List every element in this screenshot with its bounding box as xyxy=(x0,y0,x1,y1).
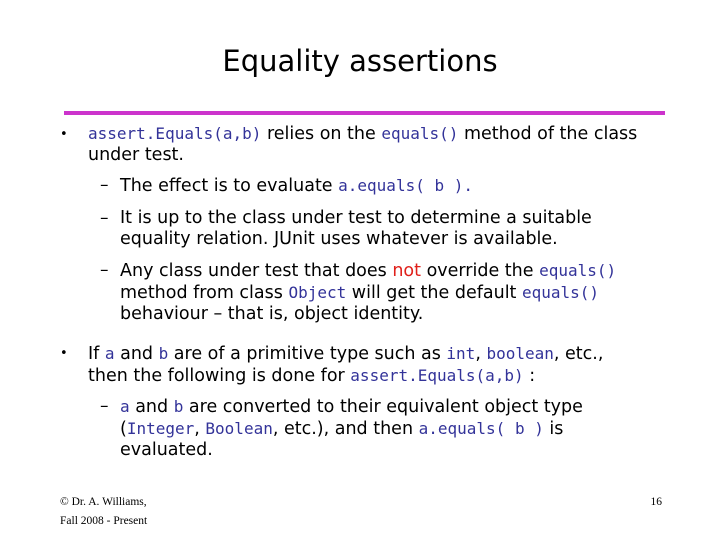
text-span: are converted to their equivalent object type ( xyxy=(120,397,583,439)
text-span: If xyxy=(88,344,105,364)
text-span: behaviour – that is, object identity. xyxy=(120,304,424,324)
text-span: Any class under test that does xyxy=(120,261,393,281)
emphasis-text: not xyxy=(392,261,422,281)
code-span: Integer xyxy=(126,419,195,438)
text-span: and xyxy=(114,344,159,364)
footer-line-2: Fall 2008 - Present xyxy=(60,515,148,527)
slide-title: Equality assertions xyxy=(222,44,498,78)
text-span: The effect is to evaluate xyxy=(120,176,339,196)
text-span: , etc., then the following is done for xyxy=(88,344,604,386)
code-span: a.equals( b ) xyxy=(418,419,544,438)
text-span: and xyxy=(129,397,174,417)
sub-bullet-1-2-text: It is up to the class under test to determine a suitable equality relation. JUnit uses whatever is available. xyxy=(120,208,592,249)
sub-bullet-marker: – xyxy=(100,208,109,228)
text-span: are of a primitive type such as xyxy=(168,344,447,364)
code-span: assert.Equals(a,b) xyxy=(88,124,262,143)
code-span: Boolean xyxy=(205,419,273,438)
bullet-2-text xyxy=(88,343,648,387)
code-span: a xyxy=(120,397,130,416)
text-span: , xyxy=(194,419,206,439)
sub-bullet-marker: – xyxy=(100,396,109,416)
code-span: int xyxy=(446,344,476,363)
code-span: equals() xyxy=(381,124,459,143)
code-span: b xyxy=(173,397,184,416)
bullet-marker: • xyxy=(60,127,68,142)
code-span: boolean xyxy=(486,344,554,363)
code-span: a.equals( b ). xyxy=(338,176,473,195)
text-span: , xyxy=(475,344,487,364)
code-span: assert.Equals(a,b) xyxy=(350,366,524,385)
text-span: , etc.), and then xyxy=(272,419,419,439)
code-span: equals() xyxy=(539,261,617,280)
text-span: method from class xyxy=(120,283,289,303)
code-span: Object xyxy=(288,283,347,302)
sub-bullet-2-1-text xyxy=(120,396,650,461)
code-span: equals() xyxy=(521,283,600,302)
code-span: a xyxy=(104,344,115,363)
page-number: 16 xyxy=(650,496,662,508)
text-span: override the xyxy=(421,261,540,281)
sub-bullet-1-1-text xyxy=(120,175,680,197)
sub-bullet-1-3-text xyxy=(120,260,640,325)
title-divider xyxy=(64,111,665,115)
bullet-1-text xyxy=(88,123,648,166)
code-span: b xyxy=(158,344,169,363)
footer-line-1: © Dr. A. Williams, xyxy=(60,496,147,508)
text-span: will get the default xyxy=(346,283,522,303)
text-span: relies on the xyxy=(261,124,382,144)
text-span: method of the class under test. xyxy=(88,124,638,165)
text-span: : xyxy=(523,366,536,386)
sub-bullet-marker: – xyxy=(100,175,109,195)
footer-credit xyxy=(60,493,147,531)
sub-bullet-marker: – xyxy=(100,260,109,280)
bullet-marker: • xyxy=(60,346,68,361)
text-span: is evaluated. xyxy=(120,419,564,460)
